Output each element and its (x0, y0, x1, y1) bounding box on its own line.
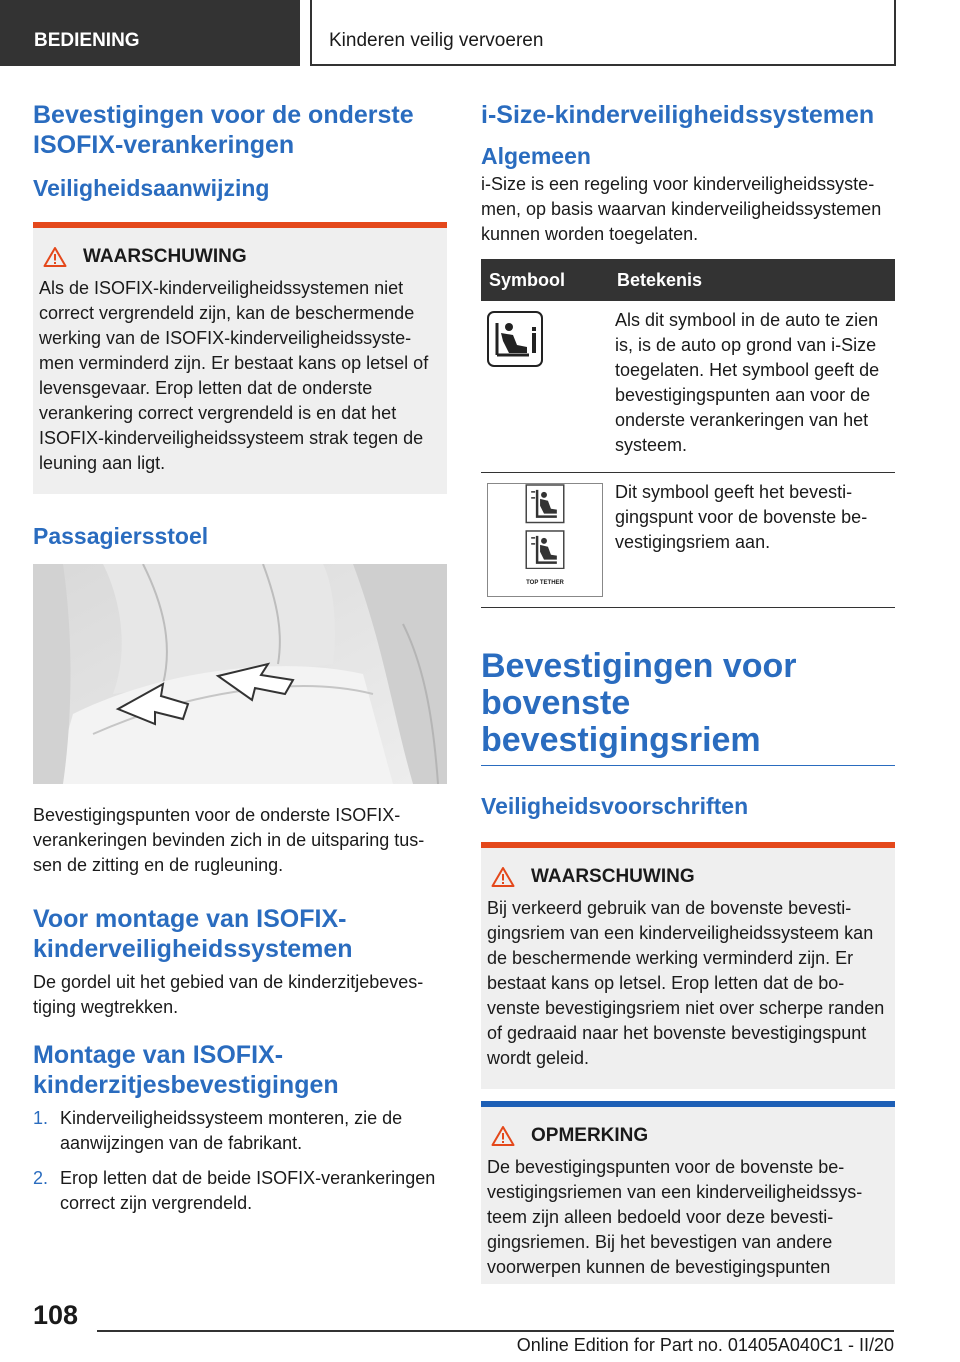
note-title (487, 1123, 887, 1149)
page-number: 108 (33, 1300, 79, 1330)
symbol-cell (481, 473, 609, 608)
warning-triangle-icon (43, 246, 67, 268)
footer-divider (97, 1330, 894, 1332)
heading-safety-rules: Veiligheidsvoorschriften (481, 793, 749, 819)
warning-title (39, 244, 439, 270)
step-text: Erop letten dat de beide ISOFIX-verankeringen correct zijn vergrendeld. (60, 1168, 436, 1213)
warning-body: Bij verkeerd gebruik van de bovenste bevestigingsriem van een kinderveiligheidssysteem kan de beschermende werking verminderd zijn. Er bestaat kans op letsel. Erop letten dat de bovenste bevestigingsriem niet over scherpe randen of gedraaid naar het bovenste bevestigingspunt wordt geleid. (487, 898, 885, 1068)
heading-passenger-seat: Passagiersstoel (33, 523, 209, 549)
heading-mounting: Montage van ISOFIX-kinderzitjesbevestigingen (33, 1041, 339, 1099)
note-body: De bevestigingspunten voor de bovenste bevestigingsriemen van een kinderveiligheidssysteem zijn alleen bedoeld voor deze bevestigingsriemen. Bij het bevestigen van andere voorwerpen kunnen de bevestigingspunten (487, 1157, 863, 1277)
step-text: Kinderveiligheidssysteem monteren, zie de aanwijzingen van de fabrikant. (60, 1108, 403, 1153)
heading-upper-anchorages: Bevestigingen voor bovenste bevestigingsriem (481, 648, 895, 766)
warning-title (487, 864, 887, 890)
before-mounting-text: De gordel uit het gebied van de kinderzitjebevestiging wegtrekken. (33, 972, 424, 1017)
symbol-table (481, 259, 895, 608)
meaning-cell: Dit symbool geeft het bevestigingspunt voor de bovenste bevestigingsriem aan. (609, 473, 895, 608)
isize-seat-icon (487, 311, 543, 367)
edition-text: Online Edition for Part no. 01405A040C1 - II/20 (516, 1335, 894, 1355)
warning-title-text: WAARSCHUWING (83, 246, 247, 267)
heading-safety-note: Veiligheidsaanwijzing (33, 175, 270, 201)
column-symbol: Symbool (481, 259, 609, 301)
tether-seat-icon (525, 530, 565, 570)
step-number: 2. (33, 1168, 49, 1188)
seat-photo (33, 564, 447, 784)
warning-box-tether (481, 842, 895, 1089)
warning-box-isofix (33, 222, 447, 494)
warning-title-text: WAARSCHUWING (531, 866, 695, 887)
table-row (481, 301, 895, 473)
top-tether-label: TOP TETHER (526, 580, 564, 586)
warning-triangle-icon (491, 866, 515, 888)
chapter-title: Kinderen veilig vervoeren (310, 0, 896, 66)
symbol-table-header (481, 259, 895, 301)
top-tether-icon (487, 483, 603, 597)
photo-caption: Bevestigingspunten voor de onderste ISOFIX-verankeringen bevinden zich in de uitsparing tussen de zitting en de rugleuning. (33, 805, 425, 875)
note-box (481, 1101, 895, 1284)
general-text: i-Size is een regeling voor kinderveiligheidssystemen, op basis waarvan kinderveiligheidssystemen kunnen worden toegelaten. (481, 174, 882, 244)
left-column (33, 100, 447, 1226)
right-column (481, 100, 895, 1284)
heading-isize: i-Size-kinderveiligheidssystemen (481, 101, 875, 129)
note-triangle-icon (491, 1125, 515, 1147)
meaning-cell: Als dit symbool in de auto te zien is, is de auto op grond van i-Size toegelaten. Het symbool geeft de bevestigingspunten aan voor de onderste verankeringen van het systeem. (609, 301, 895, 473)
tether-seat-icon (525, 484, 565, 524)
mounting-steps (33, 1106, 447, 1216)
step-number: 1. (33, 1108, 49, 1128)
step-item (33, 1166, 447, 1216)
note-title-text: OPMERKING (531, 1125, 649, 1146)
section-tab: BEDIENING (0, 0, 300, 66)
warning-body: Als de ISOFIX-kinderveiligheidssystemen niet correct vergrendeld zijn, kan de beschermende werking van de ISOFIX-kinderveiligheidssystemen verminderd zijn. Er bestaat kans op letsel of levensgevaar. Erop letten dat de onderste verankering correct vergrendeld is en dat het ISOFIX-kinderveiligheidssysteem strak tegen de leuning aan ligt. (39, 278, 429, 473)
heading-general: Algemeen (481, 143, 591, 169)
heading-lower-anchorages: Bevestigingen voor de onderste ISOFIX-verankeringen (33, 101, 414, 159)
page-header (0, 0, 960, 66)
table-row (481, 473, 895, 608)
step-item (33, 1106, 447, 1156)
column-meaning: Betekenis (609, 259, 895, 301)
symbol-cell (481, 301, 609, 473)
page-footer (0, 1290, 960, 1362)
heading-before-mounting: Voor montage van ISOFIX-kinderveiligheidssystemen (33, 905, 353, 963)
